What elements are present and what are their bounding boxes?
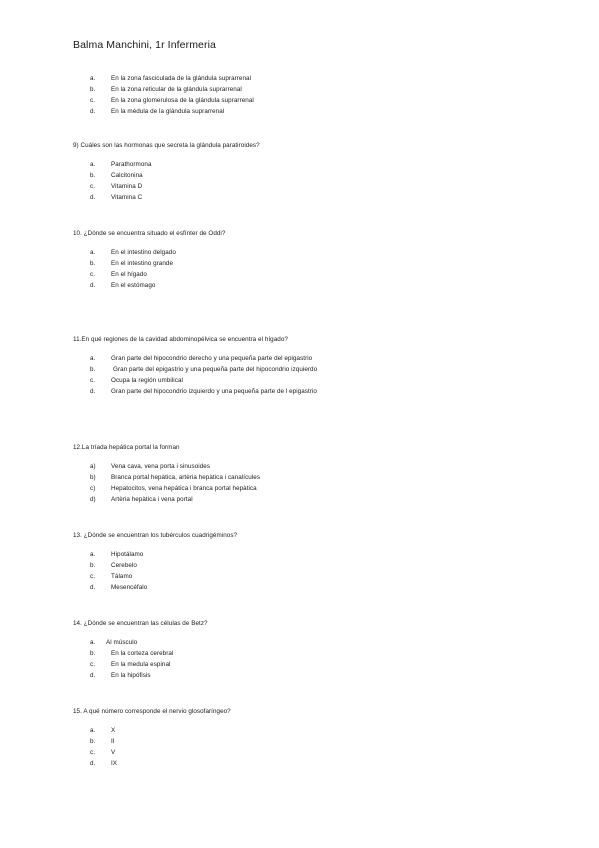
option-b: b. Gran parte del epigastrio y una pequeña parte del hipocondrio izquierdo xyxy=(90,366,318,373)
option-a: a. Parathormona xyxy=(90,161,152,168)
option-b: b. Cerebelo xyxy=(90,562,137,569)
question-block-9 xyxy=(73,141,260,203)
options-list xyxy=(73,159,260,203)
question-text: 11.En qué regiones de la cavidad abdominopélvica se encuentra el hígado? xyxy=(73,336,288,343)
option-a: a. Al músculo xyxy=(90,639,138,646)
options-list xyxy=(73,725,231,769)
option-d: d. Mesencéfalo xyxy=(90,584,148,591)
option-d: d. En el estómago xyxy=(90,282,156,289)
option-a: a. X xyxy=(90,727,116,734)
option-c: c. Vitamina D xyxy=(90,183,143,190)
question-block-15 xyxy=(73,707,231,769)
question-block-11 xyxy=(73,335,318,397)
option-b: b) Branca portal hepàtica, artèria hepàtica i canalícules xyxy=(90,474,261,481)
options-list xyxy=(73,549,237,593)
option-b: b. Calcitonina xyxy=(90,172,143,179)
option-c: c. Tálamo xyxy=(90,573,133,580)
option-b: b. En el intestino grande xyxy=(90,260,174,267)
document-header: Balma Manchini, 1r Infermeria xyxy=(73,39,216,51)
question-text: 10. ¿Dónde se encuentra situado el esfínter de Oddi? xyxy=(73,230,226,237)
option-a: a. Hipotálamo xyxy=(90,551,144,558)
option-d: d. Vitamina C xyxy=(90,194,143,201)
option-c: c. En el hígado xyxy=(90,271,147,278)
options-list xyxy=(73,247,225,291)
option-a: a. En el intestino delgado xyxy=(90,249,176,256)
option-a: a) Vena cava, vena porta i sinusoides xyxy=(90,463,211,470)
question-text: 9) Cuáles son las hormonas que secreta la glándula paratiroides? xyxy=(73,142,260,149)
option-c: c. V xyxy=(90,749,116,756)
options-list xyxy=(73,637,208,681)
option-b: b. En la corteza cerebral xyxy=(90,650,174,657)
option-c: c) Hepatocitos, vena hepàtica i branca portal hepàtica xyxy=(90,485,257,492)
question-block-10 xyxy=(73,229,225,291)
question-block-14 xyxy=(73,619,208,681)
options-list xyxy=(73,353,318,397)
option-d: d. En la hipófisis xyxy=(90,672,151,679)
question-text: 12.La tríada hepática portal la forman xyxy=(73,444,180,451)
option-c: c. En la medula espinal xyxy=(90,661,171,668)
question-text: 13. ¿Dónde se encuentran los tubérculos cuadrigéminos? xyxy=(73,532,238,539)
option-d: d. Gran parte del hipocondrio izquierdo y una pequeña parte de l epigastrio xyxy=(90,388,317,395)
options-list xyxy=(73,461,261,505)
question-text: 15. A qué número corresponde el nervio glosofaríngeo? xyxy=(73,708,231,715)
option-d: d. IX xyxy=(90,760,118,767)
question-block-12 xyxy=(73,443,261,505)
question-block-13 xyxy=(73,531,237,593)
question-text: 14. ¿Dónde se encuentran las células de Betz? xyxy=(73,620,208,627)
option-d: d) Artèria hepàtica i vena portal xyxy=(90,496,193,503)
option-a: a. Gran parte del hipocondrio derecho y una pequeña parte del epigastrio xyxy=(90,355,313,362)
option-b: b. II xyxy=(90,738,115,745)
option-c: c. Ocupa la región umbilical xyxy=(90,377,183,384)
